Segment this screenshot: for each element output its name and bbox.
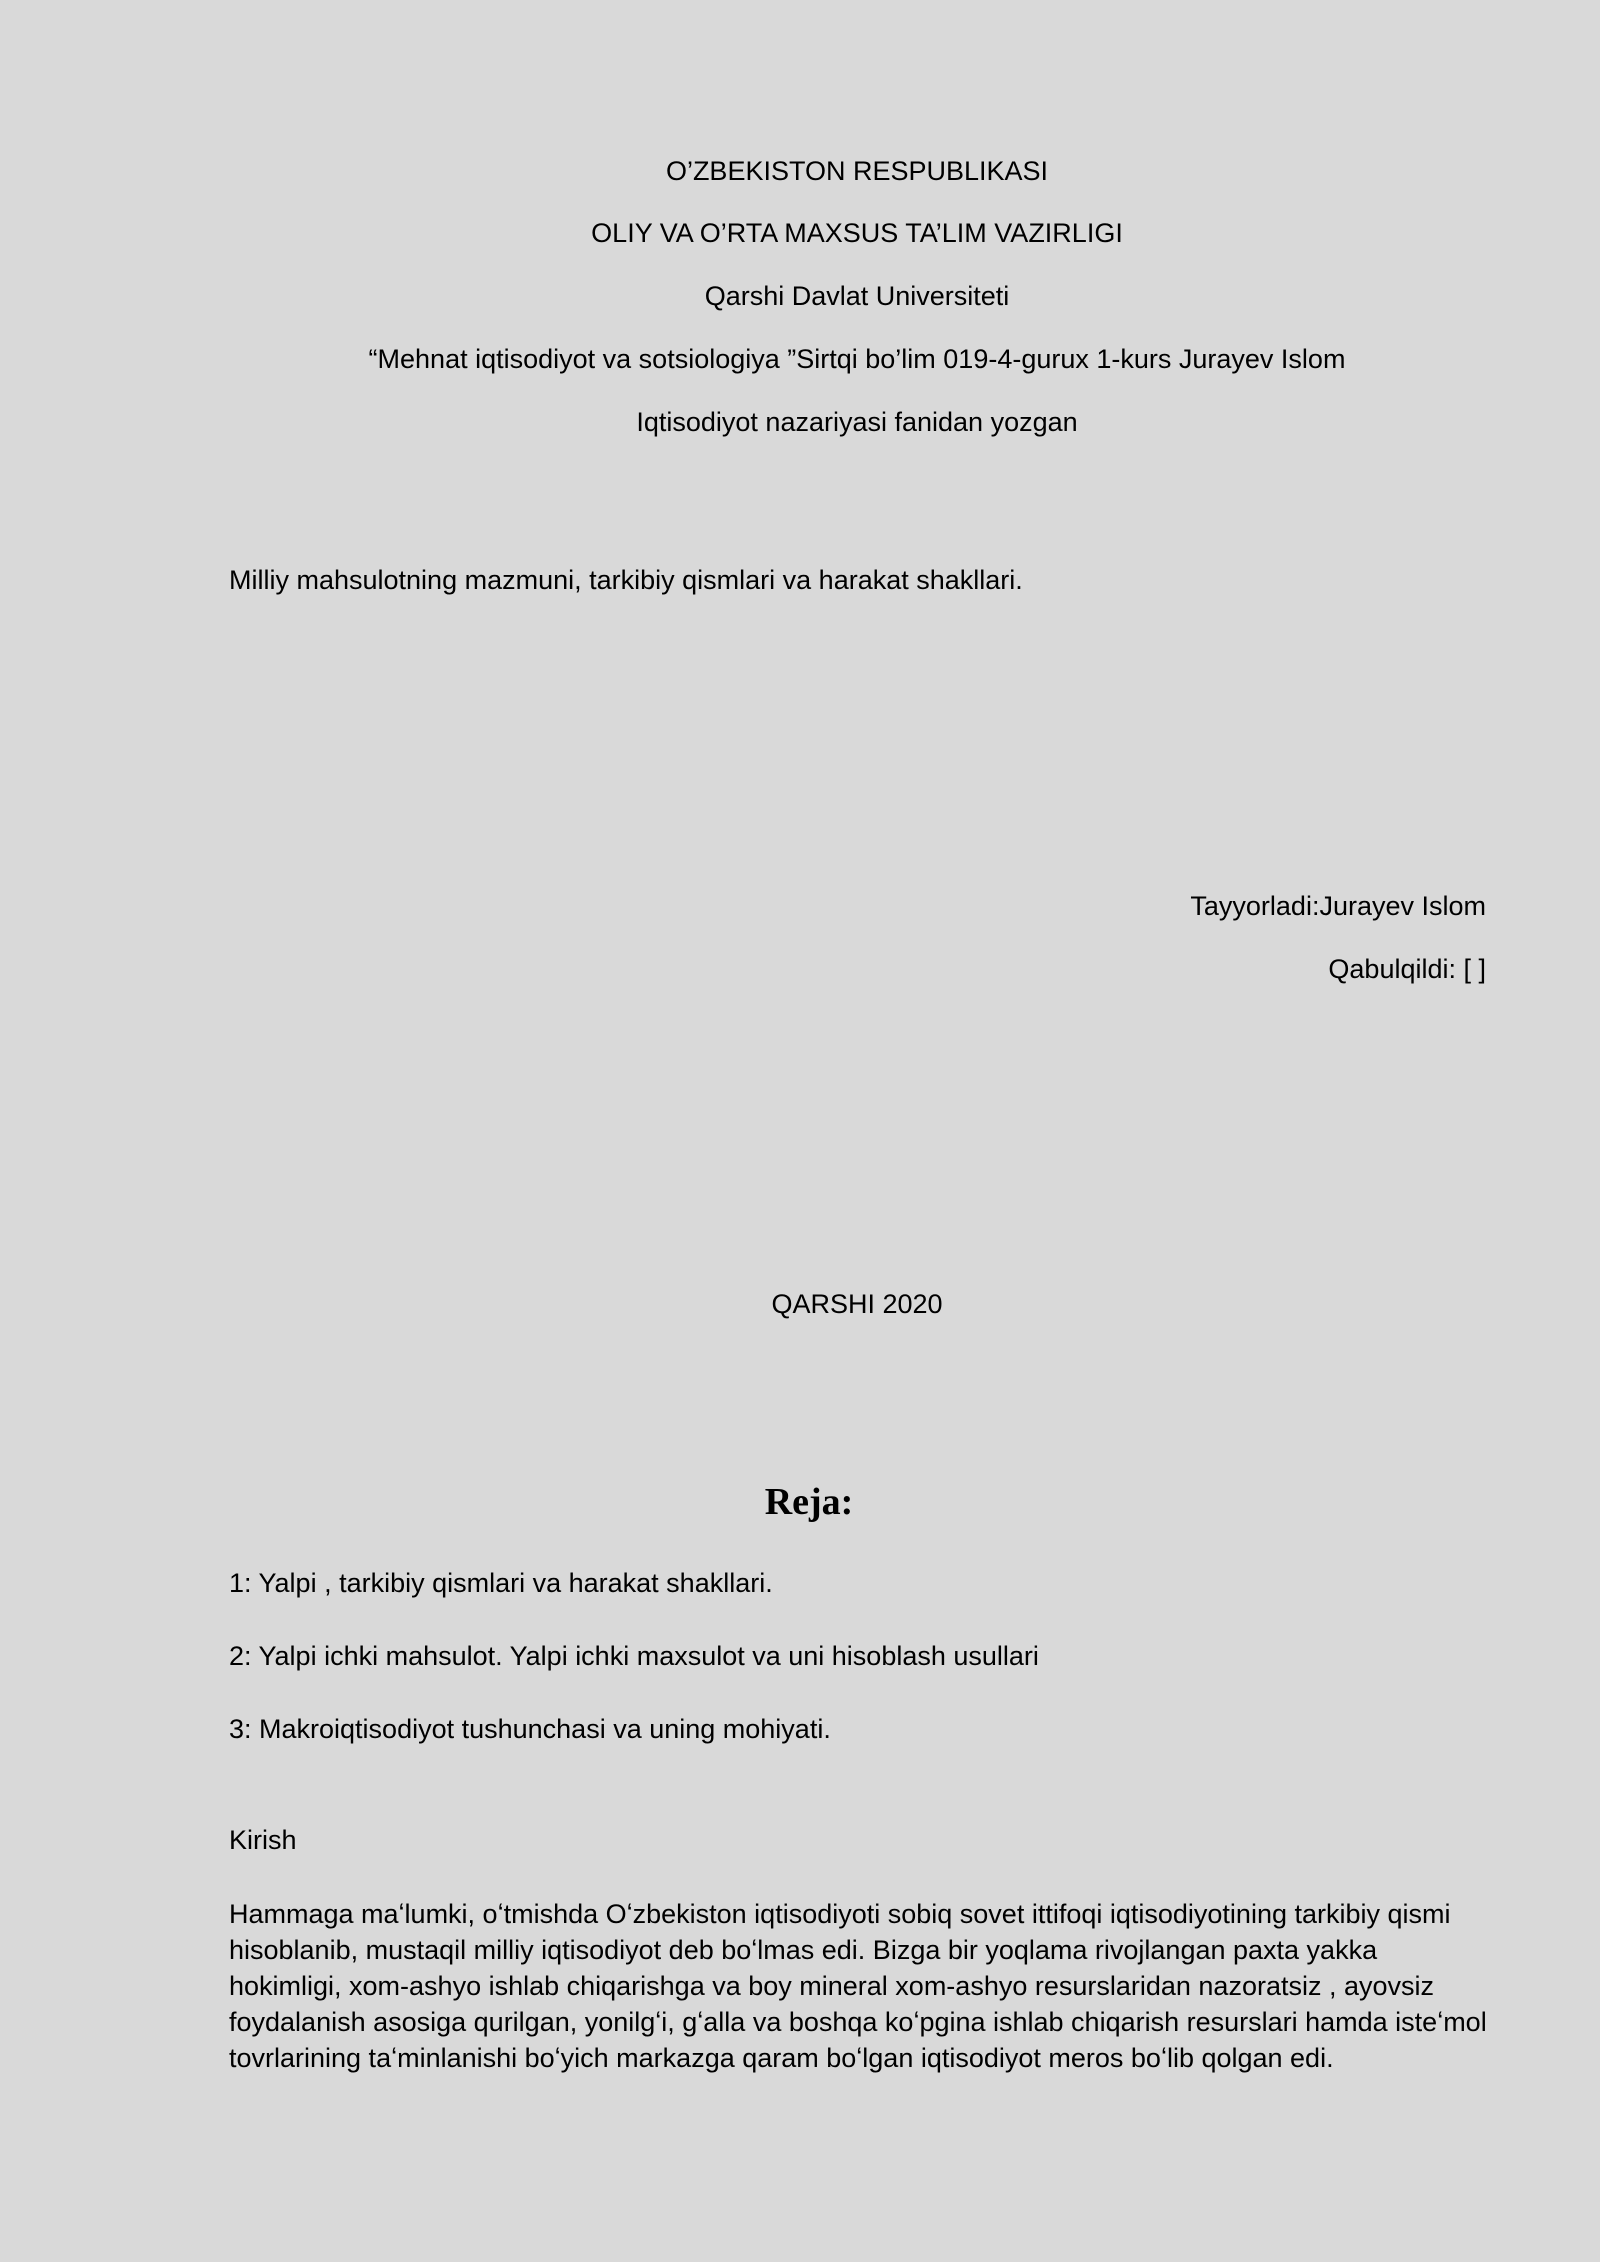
paragraph-line: hisoblanib, mustaqil milliy iqtisodiyot deb boʻlmas edi. Bizga bir yoqlama rivojlangan paxta yakka <box>229 1935 1378 1965</box>
header-university: Qarshi Davlat Universiteti <box>704 281 1010 311</box>
paragraph-line: foydalanish asosiga qurilgan, yonilgʻi, gʻalla va boshqa koʻpgina ishlab chiqarish resurslari hamda isteʻmol <box>229 2007 1487 2037</box>
header-department: “Mehnat iqtisodiyot va sotsiologiya ”Sirtqi bo’lim 019-4-gurux 1-kurs Jurayev Islom <box>368 344 1346 374</box>
topic-title: Milliy mahsulotning mazmuni, tarkibiy qismlari va harakat shakllari. <box>229 565 1023 595</box>
plan-title: Reja: <box>764 1481 854 1523</box>
header-subject: Iqtisodiyot nazariyasi fanidan yozgan <box>636 407 1078 437</box>
header-ministry: OLIY VA O’RTA MAXSUS TA’LIM VAZIRLIGI <box>591 218 1123 248</box>
intro-paragraph <box>229 1896 1489 2076</box>
accepted-by: Qabulqildi: [ ] <box>1328 954 1486 984</box>
plan-item: 1: Yalpi , tarkibiy qismlari va harakat shakllari. <box>229 1568 773 1598</box>
paragraph-line: Hammaga maʻlumki, oʻtmishda Oʻzbekiston iqtisodiyoti sobiq sovet ittifoqi iqtisodiyotining tarkibiy qismi <box>229 1899 1451 1929</box>
paragraph-line: hokimligi, xom-ashyo ishlab chiqarishga va boy mineral xom-ashyo resurslaridan nazoratsiz , ayovsiz <box>229 1971 1435 2001</box>
plan-item: 2: Yalpi ichki mahsulot. Yalpi ichki maxsulot va uni hisoblash usullari <box>229 1641 1039 1671</box>
header-country: O’ZBEKISTON RESPUBLIKASI <box>665 156 1049 186</box>
intro-heading: Kirish <box>229 1825 297 1855</box>
city-year: QARSHI 2020 <box>771 1289 943 1319</box>
prepared-by: Tayyorladi:Jurayev Islom <box>1190 891 1486 921</box>
paragraph-line: tovrlarining taʻminlanishi boʻyich markazga qaram boʻlgan iqtisodiyot meros boʻlib qolgan edi. <box>229 2043 1334 2073</box>
plan-item: 3: Makroiqtisodiyot tushunchasi va uning mohiyati. <box>229 1714 831 1744</box>
